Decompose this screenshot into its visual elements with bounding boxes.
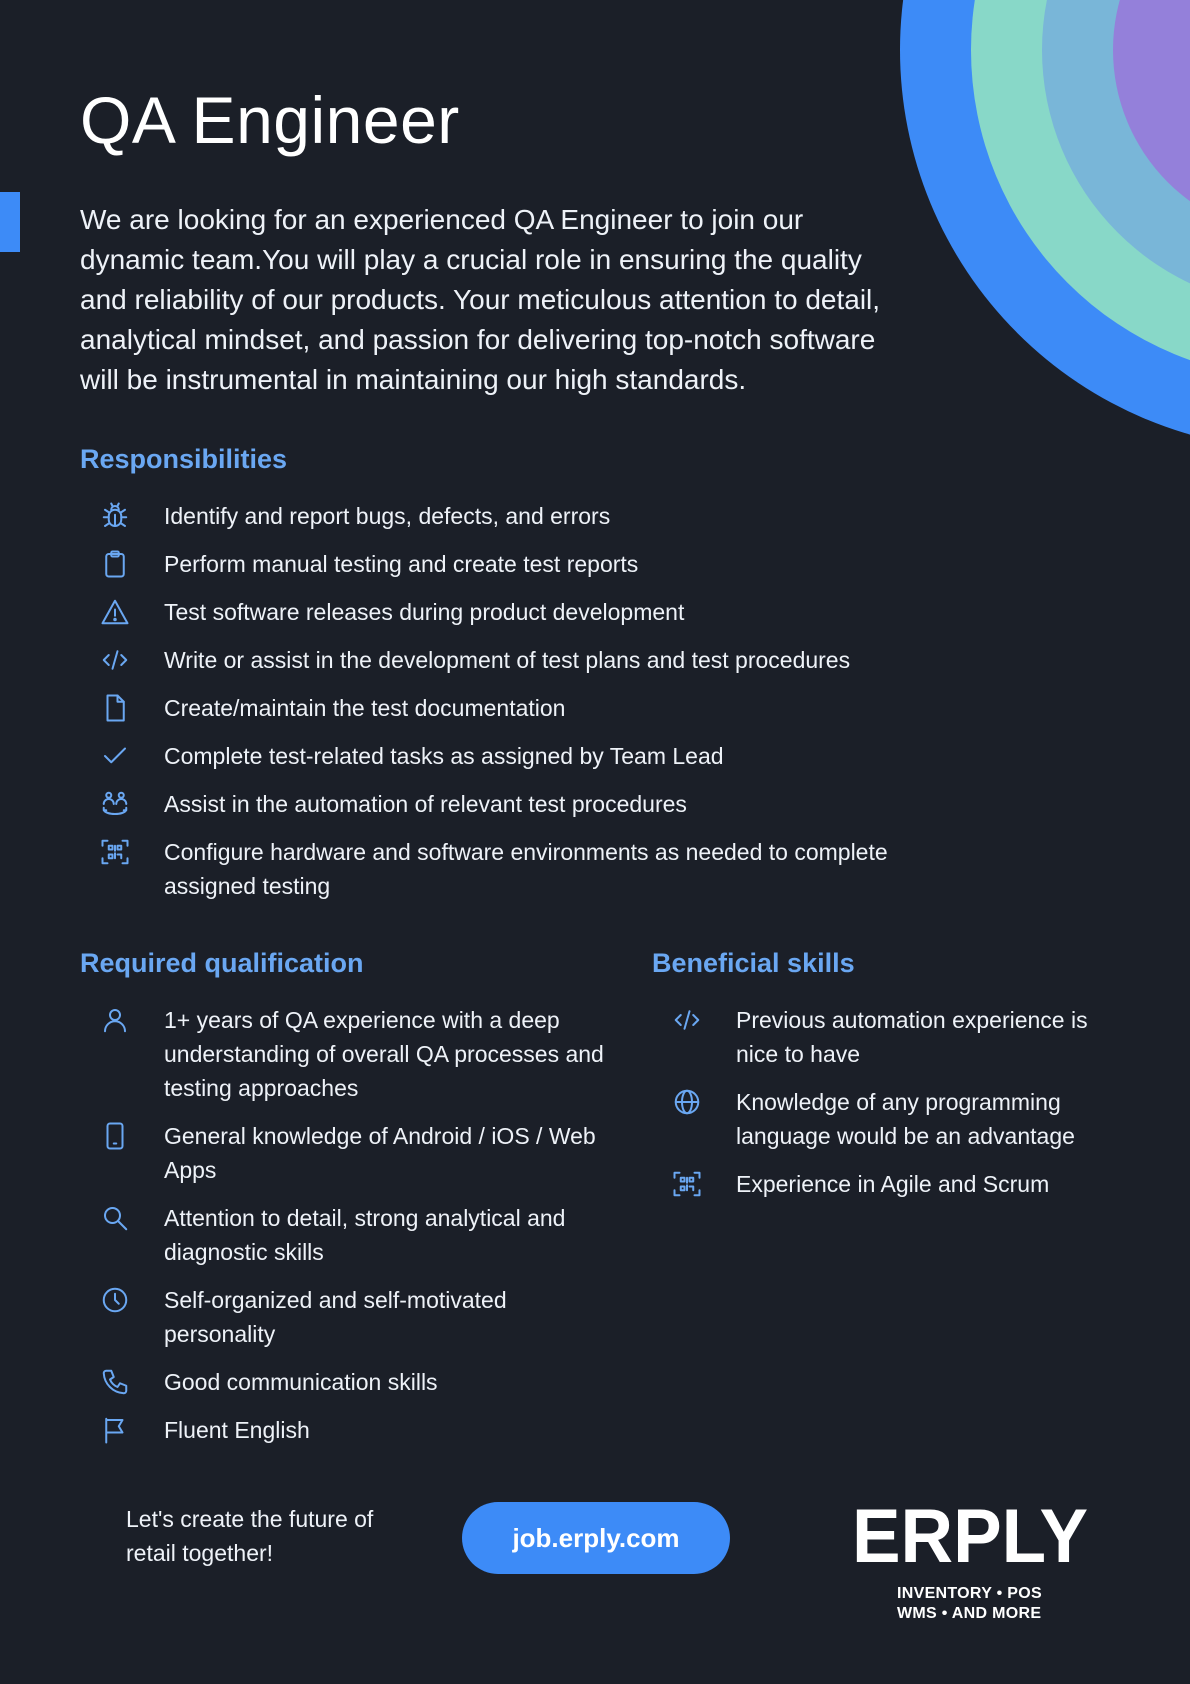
list-item-text: Previous automation experience is nice to have [736,1007,1088,1067]
code-icon [100,645,130,675]
list-item [80,739,980,773]
list-item-text: Assist in the automation of relevant test procedures [164,791,687,817]
accent-bar [0,192,20,252]
beneficial-skills-heading: Beneficial skills [652,948,855,978]
list-item-text: Perform manual testing and create test reports [164,551,639,577]
responsibilities-list [80,499,980,917]
list-item [652,1085,1122,1153]
qr-scan-icon [672,1169,702,1199]
job-site-link-button[interactable]: job.erply.com [462,1502,730,1574]
phone-device-icon [100,1121,130,1151]
list-item-text: General knowledge of Android / iOS / Web Apps [164,1123,596,1183]
list-item-text: Test software releases during product development [164,599,685,625]
list-item-text: Self-organized and self-motivated personality [164,1287,507,1347]
warning-icon [100,597,130,627]
list-item [652,1003,1122,1071]
required-qualification-list [80,1003,620,1461]
list-item [80,1413,620,1447]
list-item [80,547,980,581]
page-title: QA Engineer [80,83,460,157]
flag-icon [100,1415,130,1445]
erply-logo [850,1500,1090,1570]
list-item-text: Complete test-related tasks as assigned by Team Lead [164,743,724,769]
list-item [80,691,980,725]
list-item [652,1167,1122,1201]
logo-tagline-line1: INVENTORY • POS [897,1585,1042,1602]
list-item [80,1003,620,1105]
list-item-text: Experience in Agile and Scrum [736,1171,1050,1197]
list-item [80,787,980,821]
list-item [80,1201,620,1269]
list-item-text: Configure hardware and software environments as needed to complete assigned testing [164,839,888,899]
decorative-rings [890,0,1190,480]
list-item-text: Write or assist in the development of test plans and test procedures [164,647,851,673]
list-item-text: Fluent English [164,1417,310,1443]
list-item-text: Identify and report bugs, defects, and errors [164,503,611,529]
list-item [80,1365,620,1399]
required-qualification-heading: Required qualification [80,948,364,978]
clock-icon [100,1285,130,1315]
qr-scan-icon [100,837,130,867]
list-item-text: Attention to detail, strong analytical and diagnostic skills [164,1205,566,1265]
intro-paragraph: We are looking for an experienced QA Engineer to join our dynamic team.You will play a crucial role in ensuring the quality and reliability of our products. Your meticulous attention to detail, analytical mindset, and passion for delivering top-notch software will be instrumental in maintaining our high standards. [80,204,881,395]
responsibilities-heading: Responsibilities [80,444,288,474]
clipboard-icon [100,549,130,579]
telephone-icon [100,1367,130,1397]
list-item [80,499,980,533]
search-icon [100,1203,130,1233]
check-icon [100,741,130,771]
globe-icon [672,1087,702,1117]
list-item [80,595,980,629]
code-icon [672,1005,702,1035]
list-item [80,1283,620,1351]
beneficial-skills-list [652,1003,1122,1215]
list-item-text: 1+ years of QA experience with a deep understanding of overall QA processes and testing approaches [164,1007,604,1101]
logo-tagline-line2: WMS • AND MORE [897,1605,1042,1622]
file-icon [100,693,130,723]
user-icon [100,1005,130,1035]
tagline: Let's create the future of retail together! [126,1506,374,1566]
list-item-text: Create/maintain the test documentation [164,695,566,721]
list-item-text: Knowledge of any programming language would be an advantage [736,1089,1075,1149]
list-item-text: Good communication skills [164,1369,438,1395]
users-swap-icon [100,789,130,819]
list-item [80,643,980,677]
bug-icon [100,501,130,531]
list-item [80,835,980,903]
logo-tagline [897,1584,1042,1624]
logo-wordmark: ERPLY [852,1500,1088,1570]
list-item [80,1119,620,1187]
